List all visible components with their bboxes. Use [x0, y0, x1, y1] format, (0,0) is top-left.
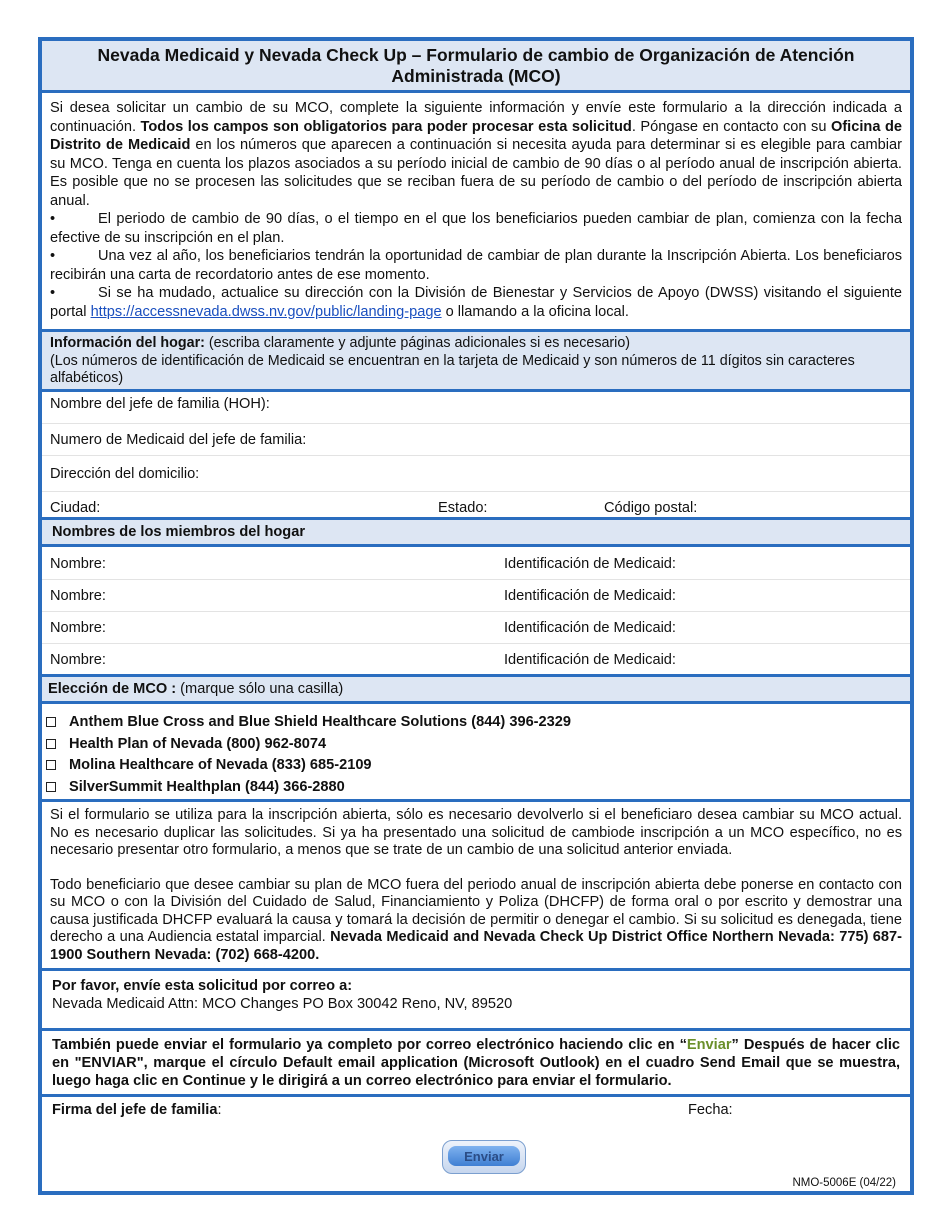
zip-field[interactable]: Código postal:: [604, 500, 698, 516]
open-enrollment-note: Si el formulario se utiliza para la inscripción abierta, sólo es necesario devolverlo si el beneficiaro desea cambiar su MCO actual. No es necesario duplicar las solicitudes. Si ya ha presentado una solicitud de cambiode inscripción a un MCO específico, no es necesario presentar otro formulario, a menos que se trate de un cambio de una solicitud anterior enviada.: [50, 807, 902, 858]
dwss-portal-link[interactable]: https://accessnevada.dwss.nv.gov/public/landing-page: [90, 303, 442, 320]
members-heading: Nombres de los miembros del hogar: [42, 520, 910, 547]
city-state-zip-row: [42, 492, 910, 523]
checkbox-icon[interactable]: [46, 760, 56, 770]
member-row[interactable]: Nombre: Identificación de Medicaid:: [50, 652, 676, 668]
change-request-note: Todo beneficiario que desee cambiar su plan de MCO fuera del periodo anual de inscripción abierta debe ponerse en contacto con su MCO o con la División del Cuidado de Salud, Financiamiento y Poliza (DHCFP) de forma oral o por escrito y demostrar una causa justificada DHCFP evaluará la causa y tomará la decisión de permitir o denegar el cambio. Si su solicitud es denegada, tiene derecho a una Audiencia estatal imparcial. Nevada Medicaid and Nevada Check Up District Office Northern Nevada: 775) 687-1900 Southern Nevada: (702) 668-4200.: [50, 876, 903, 963]
mail-heading: Por favor, envíe esta solicitud por correo a:: [52, 978, 353, 994]
city-field[interactable]: Ciudad:: [50, 500, 101, 516]
hoh-name-field[interactable]: Nombre del jefe de familia (HOH):: [42, 392, 910, 424]
enviar-button[interactable]: Enviar: [442, 1140, 526, 1174]
state-field[interactable]: Estado:: [438, 500, 488, 516]
intro-section: [42, 93, 910, 332]
members-section: [42, 547, 910, 677]
form-title: Nevada Medicaid y Nevada Check Up – Formulario de cambio de Organización de Atención Administrada (MCO): [42, 41, 910, 93]
member-row[interactable]: Nombre: Identificación de Medicaid:: [42, 548, 910, 580]
bullet-address-change: • Si se ha mudado, actualice su dirección con la División de Bienestar y Servicios de Apoyo (DWSS) visitando el siguiente portal https://accessnevada.dwss.nv.gov/public/landing-page o llamando a la oficina local.: [50, 285, 902, 320]
address-field[interactable]: Dirección del domicilio:: [42, 456, 910, 492]
household-info-heading: Información del hogar: (escriba claramente y adjunte páginas adicionales si es necesario) (Los números de identificación de Medicaid se encuentran en la tarjeta de Medicaid y son números de 11 dígitos sin caracteres alfabéticos): [42, 332, 910, 392]
mco-options: [42, 704, 910, 802]
checkbox-icon[interactable]: [46, 739, 56, 749]
mail-address: Nevada Medicaid Attn: MCO Changes PO Box 30042 Reno, NV, 89520: [52, 996, 513, 1012]
mco-option-molina[interactable]: Molina Healthcare of Nevada (833) 685-2109: [42, 756, 910, 778]
mco-option-health-plan-nevada[interactable]: Health Plan of Nevada (800) 962-8074: [42, 735, 910, 757]
mco-choice-heading: Elección de MCO : (marque sólo una casilla): [42, 677, 910, 704]
signature-section: [42, 1097, 910, 1193]
signature-field[interactable]: Firma del jefe de familia:: [52, 1102, 222, 1118]
mco-option-silversummit[interactable]: SilverSummit Healthplan (844) 366-2880: [42, 778, 910, 800]
date-field[interactable]: Fecha:: [688, 1102, 733, 1118]
email-instructions: También puede enviar el formulario ya completo por correo electrónico haciendo clic en “Enviar” Después de hacer clic en "ENVIAR", marque el círculo Default email application (Microsoft Outlook) en el cuadro Send Email que se muestra, luego haga clic en Continue y le dirigirá a un correo electrónico para enviar el formulario.: [42, 1031, 910, 1097]
form-number: NMO-5006E (04/22): [792, 1177, 896, 1189]
checkbox-icon[interactable]: [46, 717, 56, 727]
form-frame: [38, 37, 914, 1195]
bullet-90-days: • El periodo de cambio de 90 días, o el tiempo en el que los beneficiarios pueden cambiar de plan, comienza con la fecha efective de su inscripción en el plan.: [50, 211, 902, 246]
hoh-medicaid-field[interactable]: Numero de Medicaid del jefe de familia:: [42, 424, 910, 456]
notes-section: [42, 802, 910, 971]
member-row[interactable]: Nombre: Identificación de Medicaid:: [42, 580, 910, 612]
household-fields: [42, 392, 910, 520]
checkbox-icon[interactable]: [46, 782, 56, 792]
bullet-open-enrollment: • Una vez al año, los beneficiarios tendrán la oportunidad de cambiar de plan durante la Inscripción Abierta. Los beneficiaros recibirán una carta de recordatorio antes de ese momento.: [50, 248, 902, 283]
member-row[interactable]: Nombre: Identificación de Medicaid:: [42, 612, 910, 644]
intro-paragraph: Si desea solicitar un cambio de su MCO, complete la siguiente información y envíe este formulario a la dirección indicada a continuación. Todos los campos son obligatorios para poder procesar esta solicitud. Póngase en contacto con su Oficina de Distrito de Medicaid en los números que aparecen a continuación si necesita ayuda para determinar si es elegible para cambiar su MCO. Tenga en cuenta los plazos asociados a su período inicial de cambio de 90 días o al período anual de inscripción abierta. Es posible que no se procesen las solicitudes que se reciban fuera de su período de cambio o del período de inscripción abierta anual.: [50, 100, 903, 209]
mail-section: [42, 971, 910, 1031]
mco-option-anthem[interactable]: Anthem Blue Cross and Blue Shield Healthcare Solutions (844) 396-2329: [42, 713, 910, 735]
